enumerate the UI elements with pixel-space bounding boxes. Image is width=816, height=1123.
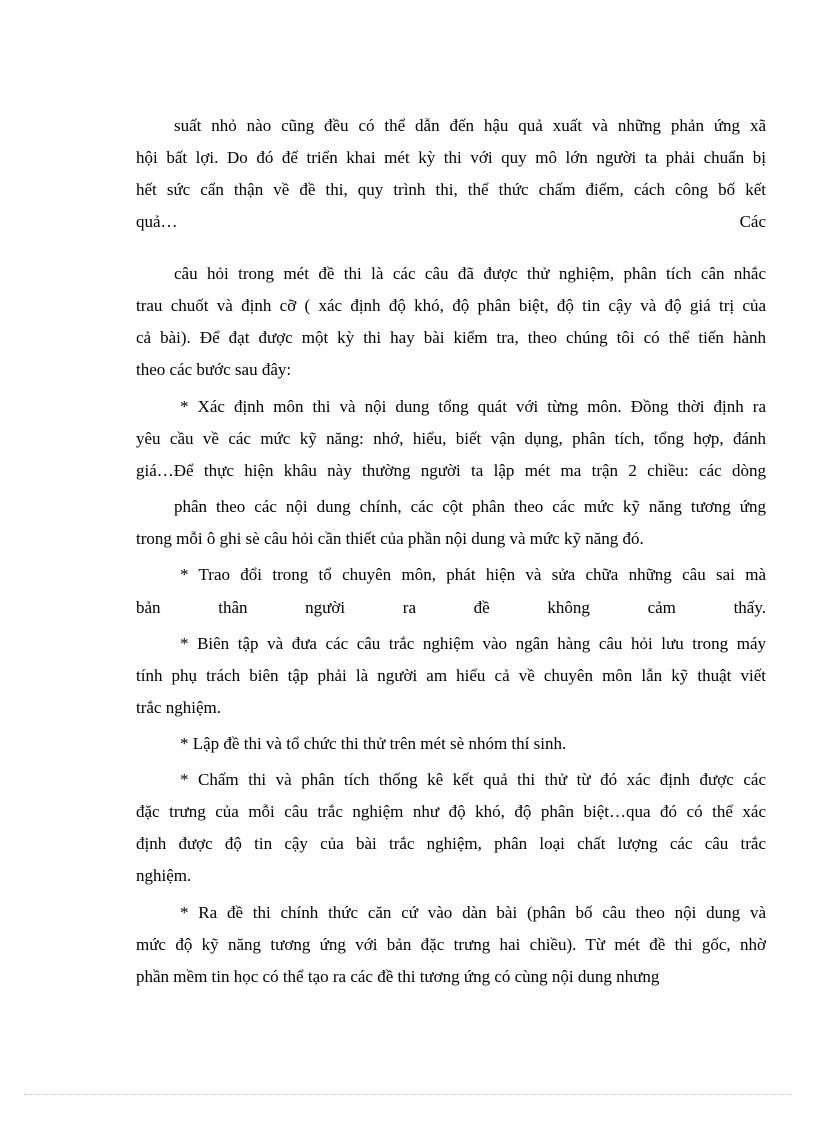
text-line: trong mỗi ô ghi sè câu hỏi cần thiết của phần nội dung và mức kỹ năng đó.: [136, 529, 644, 548]
text-line: hết sức cẩn thận về đề thi, quy trình thi, thể thức chấm điểm, cách công bố kết: [136, 180, 766, 199]
text-line: * Chấm thi và phân tích thống kê kết quả thi thử từ đó xác định được các: [180, 770, 766, 789]
text-line: yêu cầu về các mức kỹ năng: nhớ, hiểu, biết vận dụng, phân tích, tổng hợp, đánh: [136, 429, 766, 448]
text-line: * Trao đổi trong tổ chuyên môn, phát hiện và sửa chữa những câu sai mà: [180, 565, 766, 584]
text-line: nghiệm.: [136, 866, 192, 885]
text-line: tính phụ trách biên tập phải là người am hiểu cả về chuyên môn lẫn kỹ thuật viết: [136, 666, 766, 685]
text-line: suất nhỏ nào cũng đều có thể dẫn đến hậu quả xuất và những phản ứng xã: [174, 116, 766, 135]
text-line: trắc nghiệm.: [136, 698, 221, 717]
text-line: mức độ kỹ năng tương ứng với bản đặc trưng hai chiều). Từ mét đề thi gốc, nhờ: [136, 935, 766, 954]
text-line: câu hỏi trong mét đề thi là các câu đã được thử nghiệm, phân tích cân nhắc: [174, 264, 766, 283]
text-line: * Ra đề thi chính thức căn cứ vào dàn bài (phân bố câu theo nội dung và: [180, 903, 766, 922]
text-line: đặc trưng của mỗi câu trắc nghiệm như độ khó, độ phân biệt…qua đó có thể xác: [136, 802, 766, 821]
text-line: giá…Để thực hiện khâu này thường người ta lập mét ma trận 2 chiều: các dòng: [136, 461, 766, 480]
text-line: phần mềm tin học có thể tạo ra các đề thi tương ứng có cùng nội dung nhưng: [136, 967, 660, 986]
text-line: * Xác định môn thi và nội dung tổng quát với từng môn. Đồng thời định ra: [180, 397, 766, 416]
page-bottom-divider: [24, 1094, 792, 1095]
text-line: cả bài). Để đạt được một kỳ thi hay bài kiểm tra, theo chúng tôi có thể tiến hành: [136, 328, 766, 347]
text-line: bản thân người ra đề không cảm thấy.: [136, 598, 766, 617]
text-line: hội bất lợi. Do đó để triển khai mét kỳ thi với quy mô lớn người ta phải chuẩn bị: [136, 148, 766, 167]
text-line: theo các bước sau đây:: [136, 360, 292, 379]
text-line: trau chuốt và định cỡ ( xác định độ khó, độ phân biệt, độ tin cậy và độ giá trị của: [136, 296, 766, 315]
text-line: Các: [739, 212, 766, 231]
text-line: phân theo các nội dung chính, các cột phân theo các mức kỹ năng tương ứng: [174, 497, 766, 516]
text-line: định được độ tin cậy của bài trắc nghiệm, phân loại chất lượng các câu trắc: [136, 834, 766, 853]
text-line: * Lập đề thi và tổ chức thi thử trên mét sè nhóm thí sinh.: [180, 734, 567, 753]
text-line: * Biên tập và đưa các câu trắc nghiệm vào ngân hàng câu hỏi lưu trong máy: [180, 634, 766, 653]
text-line: quả…: [136, 212, 178, 231]
